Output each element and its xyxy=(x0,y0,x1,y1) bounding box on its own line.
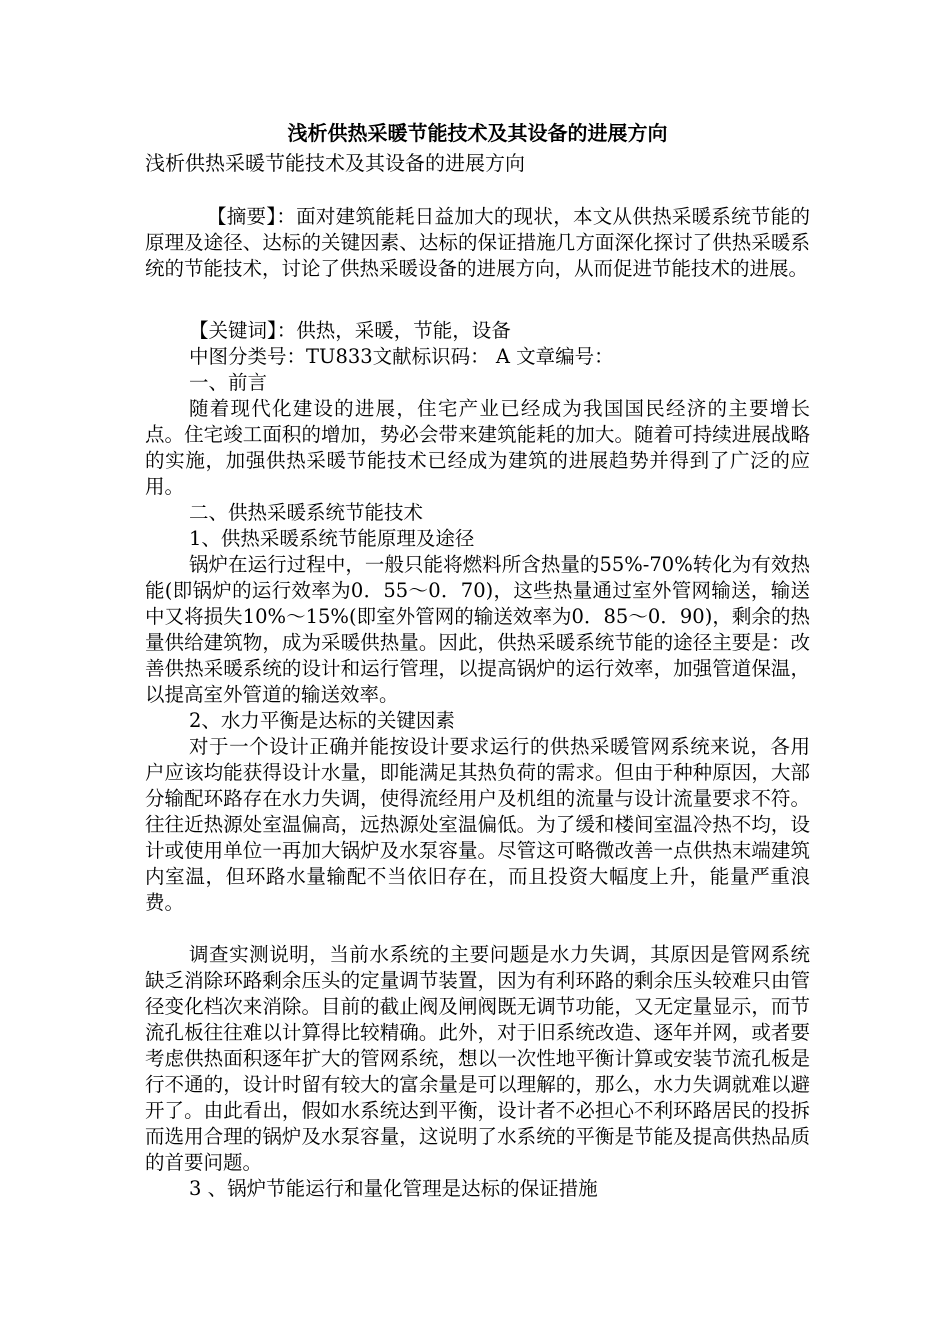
hydraulic-paragraph-2: 调查实测说明，当前水系统的主要问题是水力失调，其原因是管网系统缺乏消除环路剩余压头的定量调节装置，因为有利环路的剩余压头较难只由管径变化档次来消除。目前的截止阀及闸阀既无调节功能，又无定量显示，而节流孔板往往难以计算得比较精确。此外，对于旧系统改造、逐年并网，或者要考虑供热面积逐年扩大的管网系统，想以一次性地平衡计算或安装节流孔板是行不通的，设计时留有较大的富余量是可以理解的，那么，水力失调就难以避开了。由此看出，假如水系统达到平衡，设计者不必担心不利环路居民的投拆而选用合理的锅炉及水泵容量，这说明了水系统的平衡是节能及提高供热品质的首要问题。 xyxy=(145,943,810,1174)
spacer xyxy=(145,916,810,942)
principle-paragraph: 锅炉在运行过程中，一般只能将燃料所含热量的55%-70%转化为有效热能(即锅炉的运行效率为0．55～0．70)，这些热量通过室外管网输送，输送中又将损失10%～15%(即室外管网的输送效率为0．85～0．90)，剩余的热量供给建筑物，成为采暖供热量。因此，供热采暖系统节能的途径主要是：改善供热采暖系统的设计和运行管理，以提高锅炉的运行效率，加强管道保温，以提高室外管道的输送效率。 xyxy=(145,553,810,706)
document-subtitle: 浅析供热采暖节能技术及其设备的进展方向 xyxy=(145,151,525,175)
section-heading-technology: 二、供热采暖系统节能技术 xyxy=(189,501,424,524)
document-page xyxy=(145,118,810,1202)
keywords-line: 【关键词】：供热，采暖，节能，设备 xyxy=(189,319,511,342)
spacer xyxy=(145,178,810,204)
subsection-heading-principle: 1、供热采暖系统节能原理及途径 xyxy=(189,527,475,550)
section-heading-intro: 一、前言 xyxy=(189,371,268,394)
intro-paragraph: 随着现代化建设的进展，住宅产业已经成为我国国民经济的主要增长点。住宅竣工面积的增加，势必会带来建筑能耗的加大。随着可持续进展战略的实施，加强供热采暖节能技术已经成为建筑的进展趋势并得到了广泛的应用。 xyxy=(145,397,810,498)
classification-line: 中图分类号：TU833文献标识码： A 文章编号： xyxy=(189,345,614,368)
hydraulic-paragraph-1: 对于一个设计正确并能按设计要求运行的供热采暖管网系统来说，各用户应该均能获得设计水量，即能满足其热负荷的需求。但由于种种原因，大部分输配环路存在水力失调，使得流经用户及机组的流量与设计流量要求不符。往往近热源处室温偏高，远热源处室温偏低。为了缓和楼间室温冷热不均，设计或使用单位一再加大锅炉及水泵容量。尽管这可略微改善一点供热末端建筑内室温，但环路水量输配不当依旧存在，而且投资大幅度上升，能量严重浪费。 xyxy=(145,735,810,914)
spacer xyxy=(145,282,810,308)
spacer xyxy=(145,308,810,318)
document-title: 浅析供热采暖节能技术及其设备的进展方向 xyxy=(287,121,668,145)
subsection-heading-hydraulic-balance: 2、水力平衡是达标的关键因素 xyxy=(189,709,455,732)
abstract-paragraph: 【摘要】：面对建筑能耗日益加大的现状，本文从供热采暖系统节能的原理及途径、达标的关键因素、达标的保证措施几方面深化探讨了供热采暖系统的节能技术，讨论了供热采暖设备的进展方向，从而促进节能技术的进展。 xyxy=(145,205,810,280)
subsection-heading-boiler: 3 、锅炉节能运行和量化管理是达标的保证措施 xyxy=(189,1177,598,1200)
